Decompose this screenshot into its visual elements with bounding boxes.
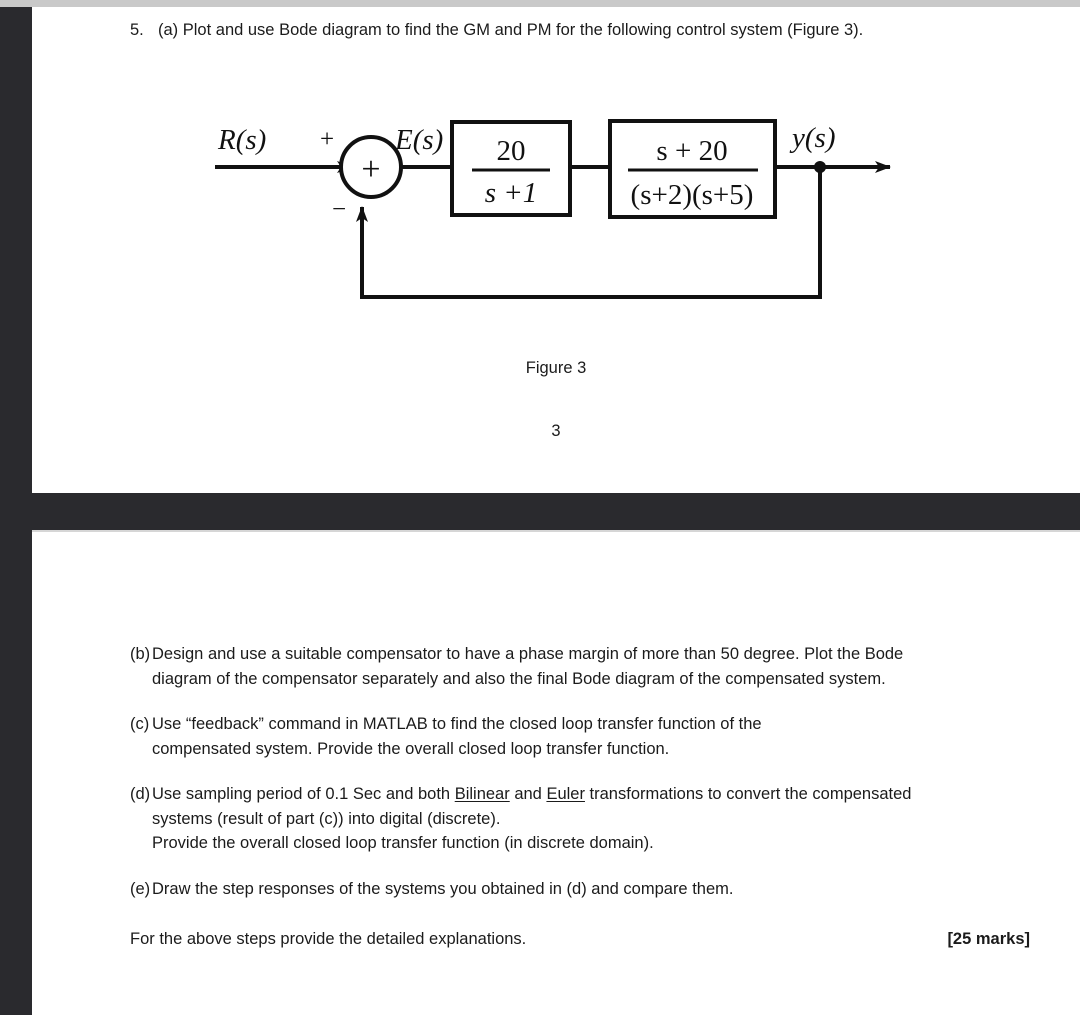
question-part-tag: (e) bbox=[130, 879, 151, 898]
page-number: 3 bbox=[551, 422, 561, 440]
question-part-tag: (b) bbox=[130, 645, 151, 663]
block-2-numerator: s + 20 bbox=[656, 135, 728, 167]
question-part bbox=[130, 782, 1030, 856]
block-1-denominator: s +1 bbox=[484, 177, 538, 209]
document-page-1 bbox=[32, 7, 1080, 493]
question-part-line: Use sampling period of 0.1 Sec and both Bilinear and Euler transformations to convert the compensated bbox=[152, 785, 912, 803]
control-system-block-diagram bbox=[32, 67, 1080, 327]
question-part-line: Provide the overall closed loop transfer function (in discrete domain). bbox=[152, 834, 654, 852]
question-text: (a) Plot and use Bode diagram to find the GM and PM for the following control system (Figure 3). bbox=[158, 21, 864, 39]
question-part-tag: (c) bbox=[130, 715, 150, 733]
question-part bbox=[130, 642, 1030, 691]
footer-instruction-row bbox=[130, 927, 1030, 951]
question-part-tag: (d) bbox=[130, 785, 151, 803]
question-parts-list bbox=[130, 642, 1030, 951]
question-part-line: systems (result of part (c)) into digital (discrete). bbox=[152, 809, 501, 828]
summing-junction bbox=[341, 137, 401, 197]
question-part bbox=[130, 712, 1030, 761]
question-part-line: diagram of the compensator separately and also the final Bode diagram of the compensated system. bbox=[152, 669, 886, 688]
summing-minus-sign: − bbox=[331, 196, 347, 223]
question-part-line: Design and use a suitable compensator to have a phase margin of more than 50 degree. Plot the Bode bbox=[152, 645, 904, 663]
spellcheck-underline: Bilinear bbox=[454, 785, 510, 803]
page-separator-gap bbox=[0, 493, 1080, 530]
question-part-line: compensated system. Provide the overall closed loop transfer function. bbox=[152, 739, 670, 758]
input-signal-label: R(s) bbox=[218, 124, 267, 156]
question-heading bbox=[130, 19, 1030, 41]
question-number: 5. bbox=[130, 21, 144, 39]
figure-caption: Figure 3 bbox=[525, 359, 587, 377]
summing-plus-sign: + bbox=[319, 126, 335, 153]
spellcheck-underline: Euler bbox=[546, 785, 585, 803]
summing-junction-symbol: + bbox=[361, 151, 381, 188]
question-part-line: Draw the step responses of the systems you obtained in (d) and compare them. bbox=[152, 879, 734, 898]
marks-badge: [25 marks] bbox=[947, 930, 1030, 948]
question-part-line: Use “feedback” command in MATLAB to find the closed loop transfer function of the bbox=[152, 715, 762, 733]
transfer-block-1 bbox=[452, 122, 570, 215]
output-signal-label: y(s) bbox=[792, 122, 836, 154]
block-2-denominator: (s+2)(s+5) bbox=[630, 179, 754, 211]
transfer-block-2 bbox=[610, 121, 775, 217]
document-page-2 bbox=[32, 530, 1080, 1017]
viewer-top-strip bbox=[0, 0, 1080, 7]
question-part bbox=[130, 877, 1030, 902]
footer-instruction: For the above steps provide the detailed explanations. bbox=[130, 930, 527, 948]
output-signal-path bbox=[775, 161, 890, 173]
block-1-numerator: 20 bbox=[496, 135, 526, 167]
error-signal-label: E(s) bbox=[395, 124, 444, 156]
